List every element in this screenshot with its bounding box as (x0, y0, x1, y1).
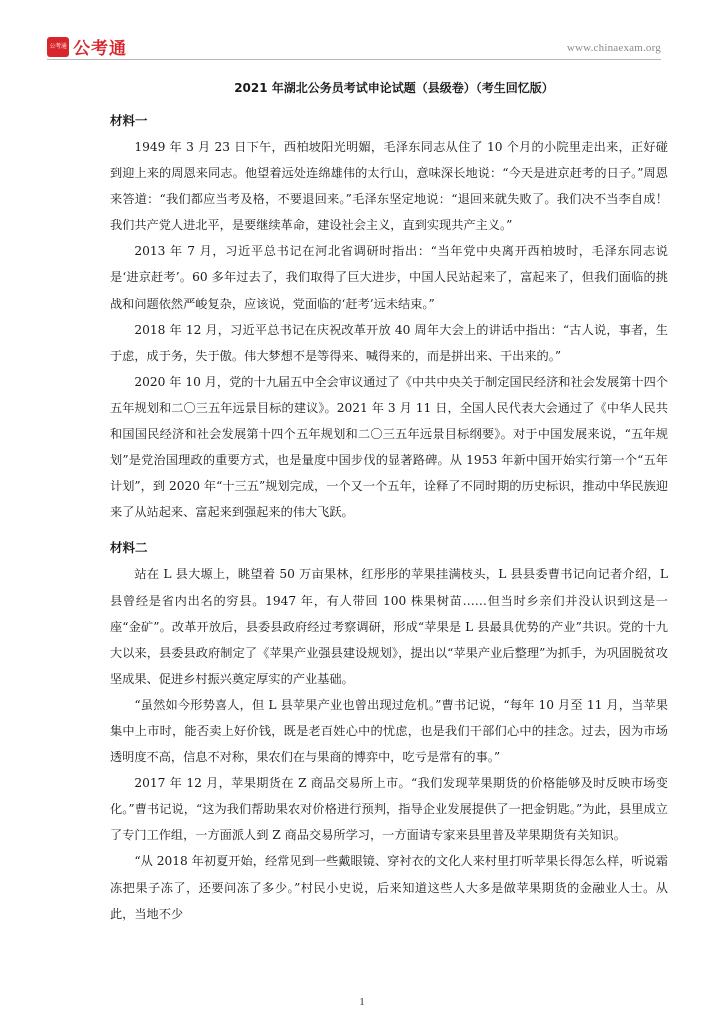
header-divider (47, 59, 661, 60)
site-url[interactable]: www.chinaexam.org (566, 42, 661, 54)
paragraph: “虽然如今形势喜人，但 L 县苹果产业也曾出现过危机。”曹书记说，“每年 10 月至 11 月，当苹果集中上市时，能否卖上好价钱，既是老百姓心中的忧虑，也是我们干部们心中的挂念。过去，因为市场透明度不高，信息不对称，果农们在与果商的博弈中，吃亏是常有的事。” (110, 697, 668, 765)
paragraph: 2018 年 12 月，习近平总书记在庆祝改革开放 40 周年大会上的讲话中指出：“古人说，事者，生于虑，成于务，失于傲。伟大梦想不是等得来、喊得来的，而是拼出来、干出来的。” (110, 322, 668, 363)
page-number: 1 (359, 996, 365, 1008)
document-title: 2021 年湖北公务员考试申论试题（县级卷）（考生回忆版） (234, 81, 554, 95)
section-heading: 材料一 (110, 113, 148, 128)
logo-badge-icon: 公考通 (47, 37, 69, 57)
paragraph: 2017 年 12 月，苹果期货在 Z 商品交易所上市。“我们发现苹果期货的价格能够及时反映市场变化。”曹书记说，“这为我们帮助果农对价格进行预判，指导企业发展提供了一把金钥匙。”为此，县里成立了专门工作组，一方面派人到 Z 商品交易所学习，一方面请专家来县里普及苹果期货有关知识。 (110, 776, 668, 843)
page-header (47, 34, 661, 58)
paragraph: 2020 年 10 月，党的十九届五中全会审议通过了《中共中央关于制定国民经济和社会发展第十四个五年规划和二〇三五年远景目标的建议》。2021 年 3 月 11 日，全国人民代表大会通过了《中华人民共和国国民经济和社会发展第十四个五年规划和二〇三五年远景目标纲要》。对于中国发展来说，“五年规划”是党治国理政的重要方式，也是量度中国步伐的显著路碑。从 1953 年新中国开始实行第一个“五年计划”，到 2020 年“十三五”规划完成，一个又一个五年，诠释了不同时期的历史标识，推动中华民族迎来了从站起来、富起来到强起来的伟大飞跃。 (110, 374, 668, 520)
paragraph: “从 2018 年初夏开始，经常见到一些戴眼镜、穿衬衣的文化人来村里打听苹果长得怎么样，听说霜冻把果子冻了，还要问冻了多少。”村民小史说，后来知道这些人大多是做苹果期货的金融业人士。从此，当地不少 (110, 854, 668, 921)
section-heading: 材料二 (110, 540, 148, 556)
logo-text: 公考通 (73, 39, 127, 59)
paragraph: 2013 年 7 月，习近平总书记在河北省调研时指出：“当年党中央离开西柏坡时，毛泽东同志说是‘进京赶考’。60 多年过去了，我们取得了巨大进步，中国人民站起来了，富起来了，但我们面临的挑战和问题依然严峻复杂，应该说，党面临的‘赶考’远未结束。” (110, 244, 668, 311)
brand-logo[interactable] (47, 34, 127, 59)
document-body (110, 78, 668, 927)
paragraph: 1949 年 3 月 23 日下午，西柏坡阳光明媚，毛泽东同志从住了 10 个月的小院里走出来，正好碰到迎上来的周恩来同志。他望着远处连绵雄伟的太行山，意味深长地说：“今天是进京赶考的日子。”周恩来答道：“我们都应当考及格，不要退回来。”毛泽东坚定地说：“退回来就失败了。我们决不当李自成！我们共产党人进北平，是要继续革命，建设社会主义，直到实现共产主义。” (110, 140, 668, 233)
paragraph: 站在 L 县大塬上，眺望着 50 万亩果林，红彤彤的苹果挂满枝头，L 县县委曹书记向记者介绍，L 县曾经是省内出名的穷县。1947 年，有人带回 100 株果树苗……但当时乡亲们并没认识到这是一座“金矿”。改革开放后，县委县政府经过考察调研，形成“苹果是 L 县最具优势的产业”共识。党的十九大以来，县委县政府制定了《苹果产业强县建设规划》，提出以“苹果产业后整理”为抓手，为巩固脱贫攻坚成果、促进乡村振兴奠定厚实的产业基础。 (110, 567, 668, 686)
